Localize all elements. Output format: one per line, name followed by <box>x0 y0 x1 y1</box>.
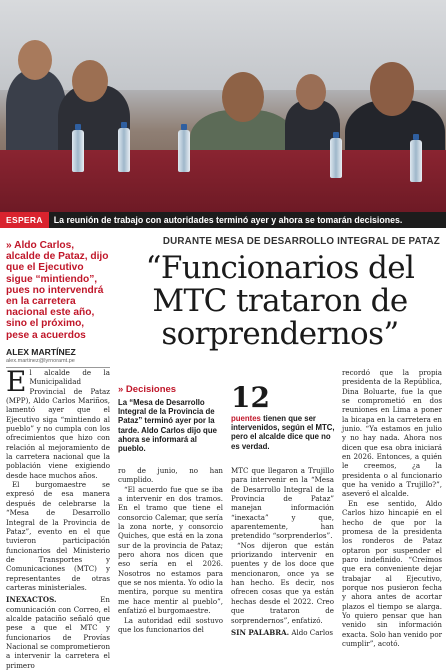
paragraph-text: ro de junio, no han cumplido. <box>118 466 223 485</box>
paragraph-text: l alcalde de la Municipalidad Provincial de Pataz (MPP), Aldo Carlos Mariños, lamentó ayer que el Ejecutivo siga “mintiendo al pueblo” y no cumpla con los ofrecimientos que hizo con relación al mejoramiento de la carretera nacional que la población viene exigiendo desde hace muchos años. <box>6 368 110 480</box>
headline: “Funcionarios del MTC trataron de sorprendernos” <box>145 250 415 352</box>
paragraph-text: “Nos dijeron que están priorizando intervenir en puentes y de los doce que mencionaron, once ya se han hecho. Es decir, nos ofrecen cosas que ya están hechas desde el 2022. Creo que trataron de sorprendernos”, enfatizó. <box>231 540 334 625</box>
photo-head-2 <box>72 60 108 102</box>
body-column-4 <box>342 368 442 648</box>
caption-tag: ESPERA <box>0 212 49 228</box>
paragraph <box>118 485 223 616</box>
news-photo <box>0 0 446 212</box>
summary-bullet: » Aldo Carlos, alcalde de Pataz, dijo que el Ejecutivo sigue “mintiendo”, pues no intervendrá en la carretera nacional este año, sino el próximo, pese a acuerdos <box>6 240 109 341</box>
paragraph <box>342 368 442 499</box>
photo-head-1 <box>18 40 52 80</box>
paragraph <box>231 466 334 541</box>
decisiones-text: La “Mesa de Desarrollo Integral de la Provincia de Pataz” terminó ayer por la tarde. Aldo Carlos dijo que ahora se informará al pueblo. <box>118 398 217 454</box>
photo-head-3 <box>222 72 264 122</box>
paragraph <box>6 595 110 670</box>
number-text-rest: tienen que ser intervenidos, según el MTC, pero el alcalde dice que no es verdad. <box>231 414 335 451</box>
paragraph <box>342 499 442 649</box>
body-column-3 <box>231 466 334 639</box>
paragraph <box>6 365 110 480</box>
body-column-1 <box>6 365 111 670</box>
paragraph-lead: INEXACTOS. <box>6 595 57 605</box>
decisiones-tag: » Decisiones <box>118 384 177 395</box>
number-text <box>231 414 335 451</box>
paragraph <box>118 616 223 635</box>
caption-text: La reunión de trabajo con autoridades terminó ayer y ahora se tomarán decisiones. <box>53 215 403 225</box>
paragraph <box>6 480 110 592</box>
photo-bottle <box>72 130 84 172</box>
paragraph <box>231 541 334 625</box>
photo-caption-bar <box>0 212 446 228</box>
photo-bottle <box>118 128 130 172</box>
paragraph-text: recordó que la propia presidenta de la República, Dina Boluarte, fue la que se comprometió en dos reuniones en Lima a poner la bicapa en la carretera en junio. “Ya estamos en julio y no hay nada. Ahora nos dicen que esa obra iniciará en 2026. Entonces, a quién le creemos, ¿a la presidenta o al funcionario que ha venido a Trujillo?”, aseveró el alcalde. <box>342 368 442 499</box>
paragraph-text: En comunicación con Correo, el alcalde pataciño señaló que pese a que el MTC y funcionarios de Provías Nacional se comprometieron a intervenir la carretera el primero <box>6 595 111 670</box>
photo-bottle <box>410 140 422 182</box>
photo-person-1 <box>6 70 66 160</box>
photo-head-4 <box>296 74 326 110</box>
paragraph-text: Aldo Carlos <box>289 627 334 637</box>
paragraph <box>231 628 334 637</box>
big-number: 12 <box>231 381 270 414</box>
kicker: DURANTE MESA DE DESARROLLO INTEGRAL DE PATAZ <box>162 236 440 247</box>
photo-head-5 <box>370 62 414 116</box>
photo-table <box>0 150 446 212</box>
summary-column <box>6 240 110 368</box>
byline-email: alex.martinez@lyrnoramt.pe <box>6 357 75 364</box>
decisiones-callout <box>118 384 222 462</box>
body-column-2 <box>118 466 223 639</box>
paragraph-lead: SIN PALABRA. <box>231 627 290 637</box>
paragraph-text: MTC que llegaron a Trujillo para intervenir en la “Mesa de Desarrollo Integral de la Provincia de Pataz” manejan información “inexacta” y que, aparentemente, han pretendido “sorprenderlos”. <box>231 466 334 541</box>
paragraph-text: El burgomaestre se expresó de esa manera después de celebrarse la “Mesa de Desarrollo Integral de la Provincia de Pataz”, evento en el que tuvieron participación funcionarios del Ministerio de Transportes y Comunicaciones (MTC) y representantes de otras carteras ministeriales. <box>6 480 110 592</box>
photo-bottle <box>178 130 190 172</box>
byline-name: ALEX MARTÍNEZ <box>6 346 76 357</box>
paragraph-text: En ese sentido, Aldo Carlos hizo hincapié en el hecho de que por la promesa de la presidenta los ronderos de Pataz optaron por suspender el paro indefinido. “Creímos que era conveniente dejar trabajar al Ejecutivo, porque nos pusieron fecha y ahora antes de acortar plazos el tiempo se alarga. Yo quiero pensar que han venido sin información exacta. Solo han venido por cumplir”, acotó. <box>342 498 442 648</box>
number-highlight: puentes <box>231 414 261 423</box>
dropcap: E <box>6 365 27 398</box>
number-callout <box>231 381 335 462</box>
photo-bottle <box>330 138 342 178</box>
paragraph <box>118 466 223 485</box>
paragraph-text: La autoridad edil sostuvo que los funcionarios del <box>118 615 223 634</box>
paragraph-text: “El acuerdo fue que se iba a intervenir en dos tramos. En el tramo que tiene el consorcio Calemar, que sería la zona norte, y consorcio Quiches, que está en la zona sur de la provincia de Pataz; pero ahora nos dicen que eso sería en el 2026. Nosotros no estamos para que se nos mienta. Yo odio la mentira, porque su mentira me hace mentir al pueblo”, enfatizó el burgomaestre. <box>118 484 223 616</box>
